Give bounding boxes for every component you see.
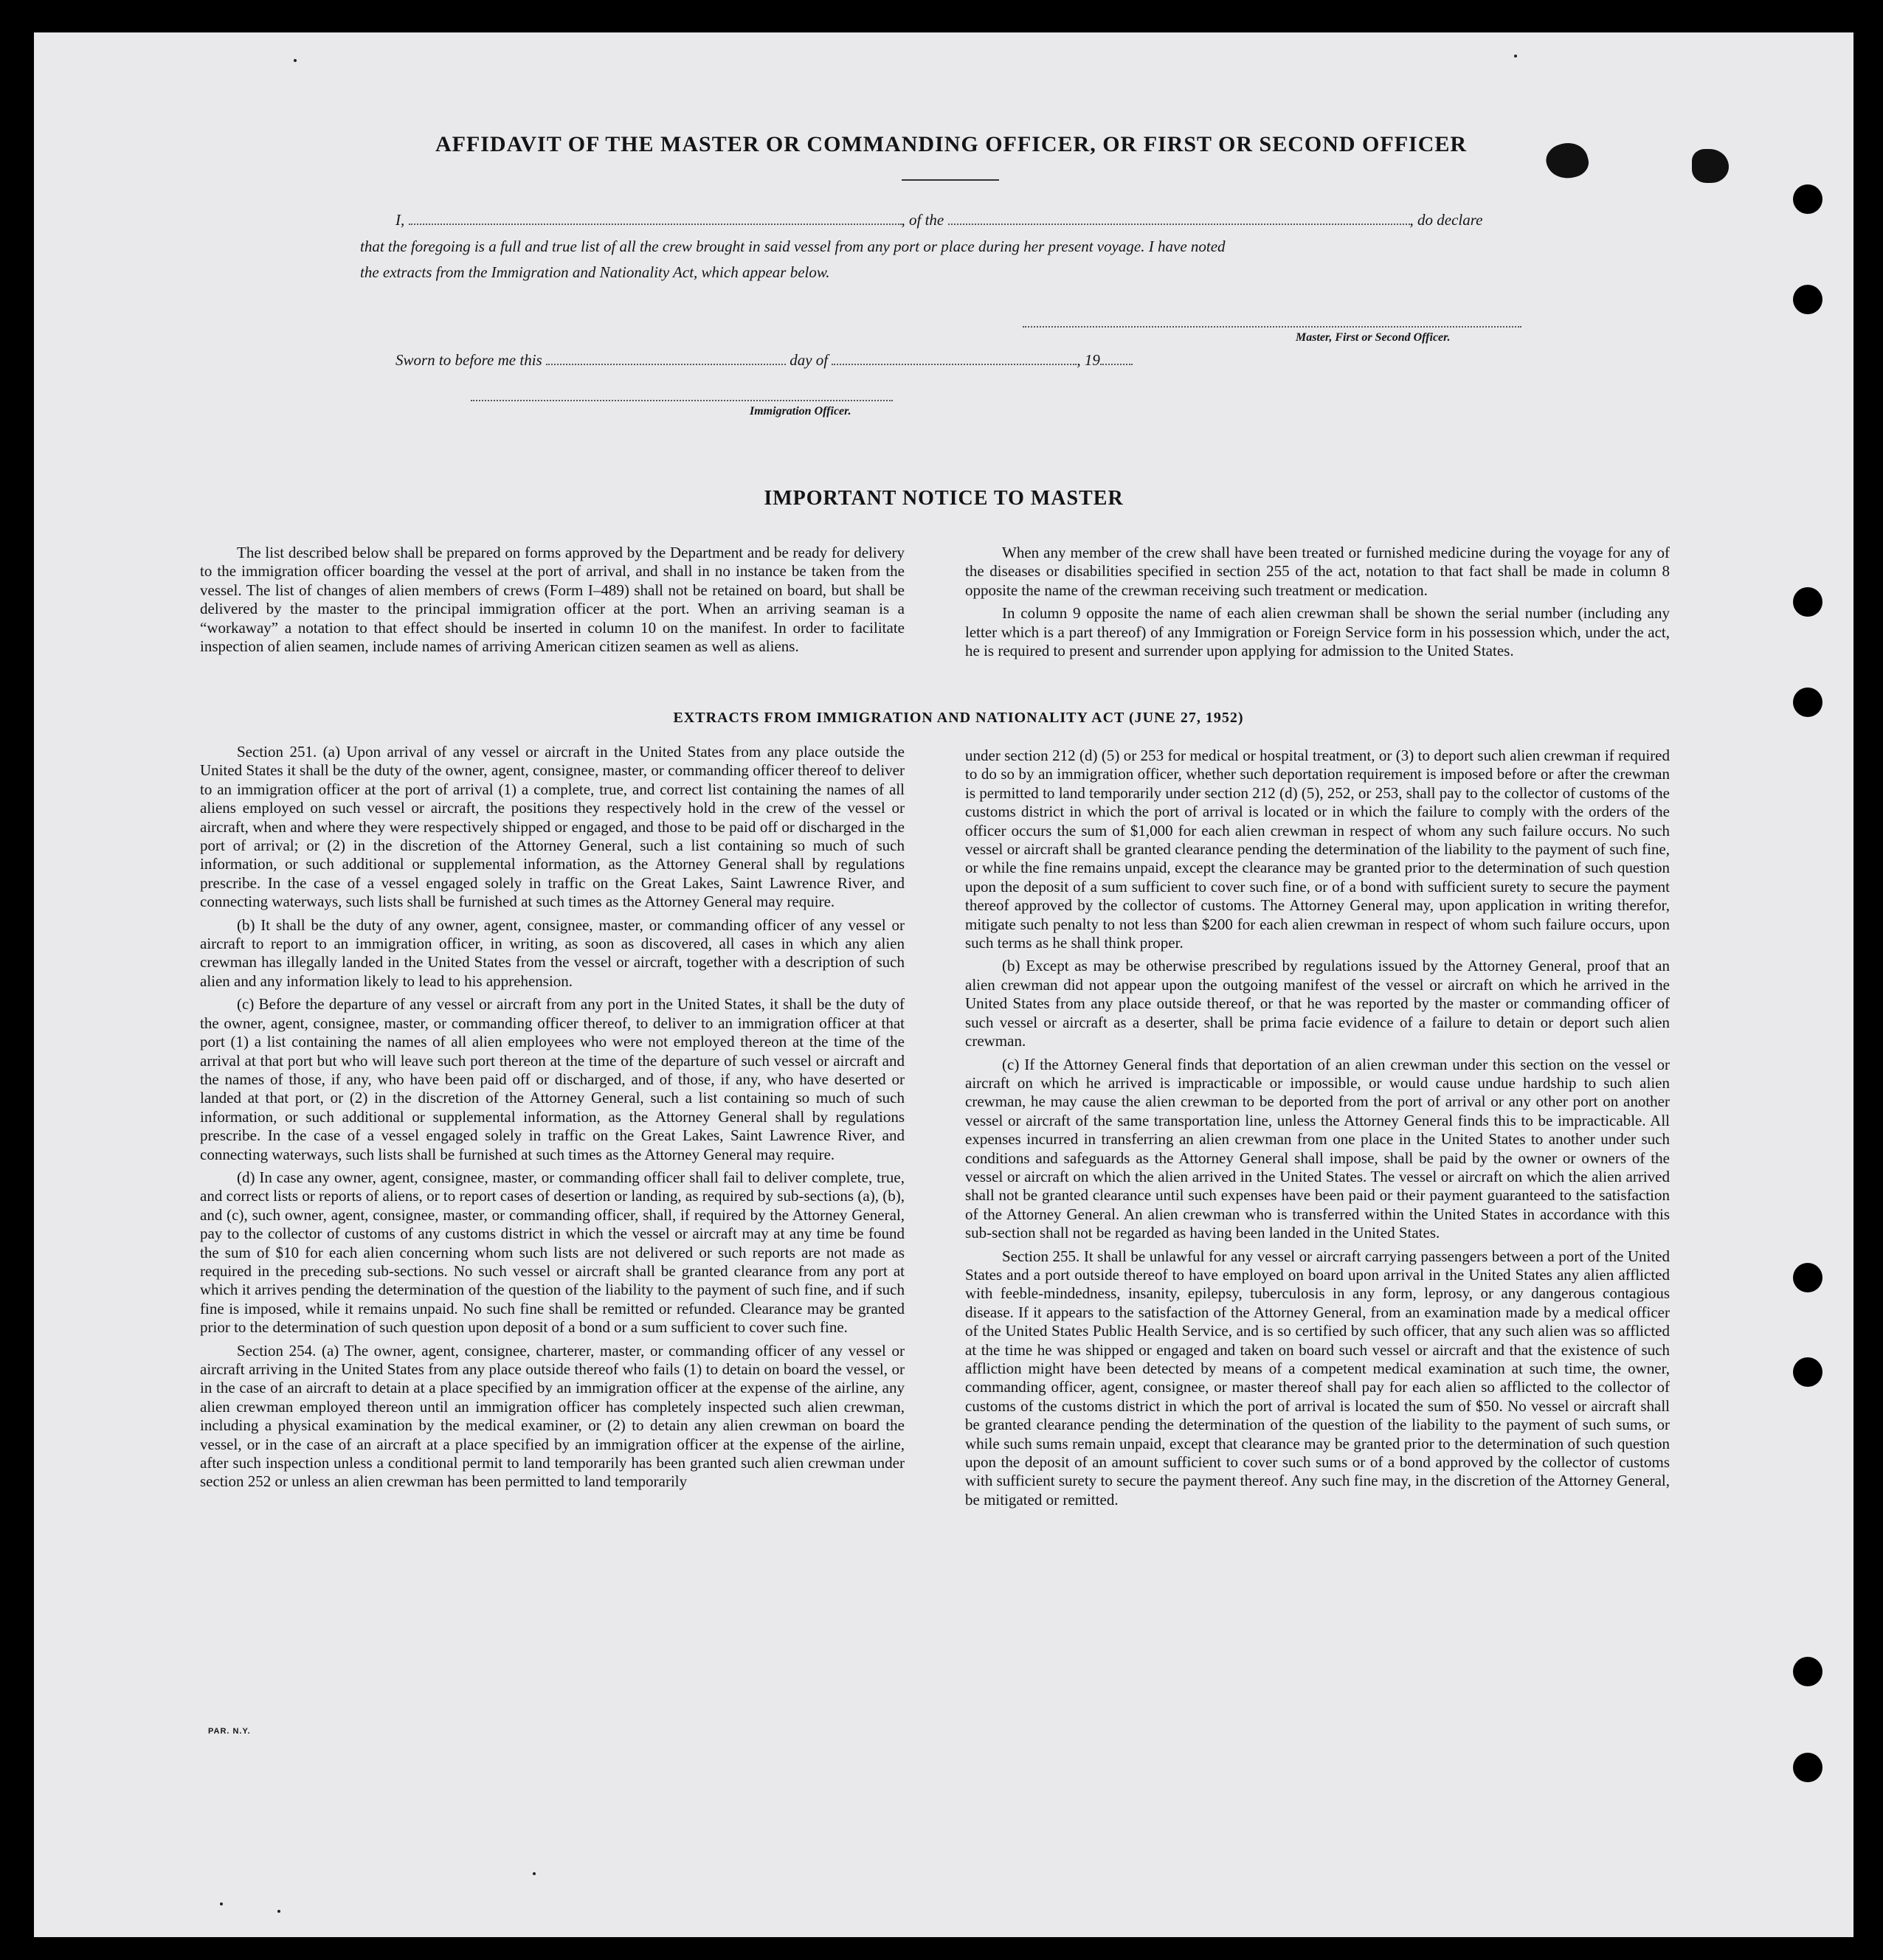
speck xyxy=(277,1910,280,1913)
sworn-line xyxy=(395,351,1133,370)
sworn-prefix: Sworn to before me this xyxy=(395,351,542,369)
printer-mark: PAR. N.Y. xyxy=(208,1727,251,1736)
declarant-prefix: I, xyxy=(395,211,405,229)
sworn-day-label: day of xyxy=(790,351,829,369)
extracts-title: EXTRACTS FROM IMMIGRATION AND NATIONALITY ACT (JUNE 27, 1952) xyxy=(673,710,1244,726)
section-251-d: (d) In case any owner, agent, consignee, master, or commanding officer shall fail to deliver complete, true, and correct lists or reports of aliens, or to report cases of desertion or landing, as required by sub-sections (a), (b), and (c), such owner, agent, consignee, master, or commanding officer, shall, if required by the Attorney General, pay to the collector of customs of any customs district in which the vessel or aircraft may at any time be found the sum of $10 for each alien concerning whom such lists are not delivered or such reports are not made as required in the preceding sub-sections. No such vessel or aircraft shall be granted clearance from any port at which it arrives pending the determination of the question of the liability to the payment of such fine, and if such fine is imposed, while it remains unpaid. No such fine shall be remitted or refunded. Clearance may be granted prior to the determination of such question upon deposit of a bond or a sum sufficient to cover such fine. xyxy=(200,1168,905,1337)
notice-right-paragraph-2: In column 9 opposite the name of each alien crewman shall be shown the serial number (including any letter which is a part thereof) of any Immigration or Foreign Service form in his possession which, under the act, he is required to present and surrender upon applying for admission to the United States. xyxy=(965,604,1670,660)
section-255: Section 255. It shall be unlawful for any vessel or aircraft carrying passengers between a port of the United States and a port outside thereof to have employed on board upon arrival in the United States any alien afflicted with feeble-mindedness, insanity, epilepsy, tuberculosis in any form, leprosy, or any dangerous contagious disease. If it appears to the satisfaction of the Attorney General, from an examination made by a medical officer of the United States Public Health Service, and is so certified by such officer, that any such alien was so afflicted at the time he was shipped or engaged and taken on board such vessel or aircraft and that the existence of such affliction might have been detected by means of a competent medical examination at such time, the owner, commanding officer, agent, consignee, or master thereof shall pay for each alien so afflicted to the collector of customs of the customs district in which the port of arrival is located the sum of $50. No vessel or aircraft shall be granted clearance pending the determination of the question of the liability to the payment of such sums, or while such sums remain unpaid, except that clearance may be granted prior to the determination of such question upon the deposit of an amount sufficient to cover such sums or of a bond approved by the collector of customs with sufficient surety to secure the payment thereof. Any such fine may, in the discretion of the Attorney General, be mitigated or remitted. xyxy=(965,1247,1670,1509)
declarant-name-field[interactable] xyxy=(409,213,902,225)
section-251-a: Section 251. (a) Upon arrival of any vessel or aircraft in the United States from any place outside the United States it shall be the duty of the owner, agent, consignee, master, or commanding officer thereof to deliver to an immigration officer at the port of arrival (1) a complete, true, and correct list containing the names of all aliens employed on such vessel or aircraft, the positions they respectively hold in the crew of the vessel or aircraft, when and where they were respectively shipped or engaged, and those to be paid off or discharged in the port of arrival; or (2) in the discretion of the Attorney General, such a list containing so much of such information, or such additional or supplemental information, as the Attorney General shall by regulations prescribe. In the case of a vessel engaged solely in traffic on the Great Lakes, Saint Lawrence River, and connecting waterways, such lists shall be furnished at such times as the Attorney General may require. xyxy=(200,743,905,911)
declare-suffix: , do declare xyxy=(1409,211,1483,229)
declaration-text-line-2: that the foregoing is a full and true list of all the crew brought in said vessel from any port or place during her present voyage. I have noted xyxy=(360,238,1226,255)
speck xyxy=(1514,55,1517,58)
section-254-a: Section 254. (a) The owner, agent, consignee, charterer, master, or commanding officer of any vessel or aircraft arriving in the United States from any place outside thereof who fails (1) to detain on board the vessel, or in the case of an aircraft to detain at a place specified by an immigration officer at the expense of the airline, any alien crewman employed thereon until an immigration officer has completely inspected such alien crewman, including a physical examination by the medical examiner, or (2) to detain any alien crewman on board the vessel, or in the case of an aircraft at a place specified by an immigration officer at the expense of the airline, after such inspection unless a conditional permit to land temporarily has been granted such alien crewman under section 252 or unless an alien crewman has been permitted to land temporarily xyxy=(200,1341,905,1491)
section-251-c: (c) Before the departure of any vessel or aircraft from any port in the United States, it shall be the duty of the owner, agent, consignee, master, or commanding officer thereof, to deliver to an immigration officer at that port (1) a list containing the names of all alien employees who were not employed thereon at the time of the arrival at that port but who will leave such port thereon at the time of the departure of such vessel or aircraft and the names of those, if any, who have been paid off or discharged, and of those, if any, who have deserted or landed at that port, or (2) in the discretion of the Attorney General, such a list containing so much of such information, or such additional or supplemental information, as the Attorney General shall by regulations prescribe. In the case of a vessel engaged solely in traffic on the Great Lakes, Saint Lawrence River, and connecting waterways, such lists shall be furnished at such times as the Attorney General may require. xyxy=(200,995,905,1163)
master-signature-label: Master, First or Second Officer. xyxy=(1296,331,1451,344)
declaration-line xyxy=(395,211,1482,229)
affidavit-title: AFFIDAVIT OF THE MASTER OR COMMANDING OFFICER, OR FIRST OR SECOND OFFICER xyxy=(435,132,1468,156)
punch-hole xyxy=(1793,1357,1822,1387)
speck xyxy=(533,1872,536,1875)
section-254-c: (c) If the Attorney General finds that deportation of an alien crewman under this section on the vessel or aircraft on which he arrived is impracticable or impossible, or would cause undue hardship to such alien crewman, he may cause the alien crewman to be deported from the port of arrival or any other port on another vessel or aircraft of the same transportation line, unless the Attorney General finds this to be impracticable. All expenses incurred in transferring an alien crewman from one place in the United States to another under such conditions and safeguards as the Attorney General shall impose, shall be paid by the owner or owners of the vessel or aircraft on which the alien arrived in the United States. The vessel or aircraft on which the alien arrived shall not be granted clearance until such expenses have been paid or their payment guaranteed to the satisfaction of the Attorney General. An alien crewman who is transferred within the United States in accordance with this sub-section shall not be regarded as having been landed in the United States. xyxy=(965,1055,1670,1242)
vessel-name-field[interactable] xyxy=(948,213,1410,225)
punch-hole xyxy=(1793,1657,1822,1686)
notice-right-column xyxy=(965,544,1670,660)
sworn-day-field[interactable] xyxy=(546,353,786,365)
section-254-b: (b) Except as may be otherwise prescribed by regulations issued by the Attorney General, proof that an alien crewman did not appear upon the outgoing manifest of the vessel or aircraft on which he arrived in the United States from any place outside thereof, or that he was reported by the master or commanding officer of such vessel or aircraft as a deserter, shall be prima facie evidence of a failure to detain or deport such alien crewman. xyxy=(965,957,1670,1050)
sworn-year-label: , 19 xyxy=(1077,351,1100,369)
notice-left-paragraph: The list described below shall be prepared on forms approved by the Department and be ready for delivery to the immigration officer boarding the vessel at the port of arrival, and shall in no instance be taken from the vessel. The list of changes of alien members of crews (Form I–489) shall not be retained on board, but shall be delivered by the master to the principal immigration officer at the port. When an arriving seaman is a “workaway” a notation to that effect should be inserted in column 10 on the manifest. In order to facilitate inspection of alien seamen, include names of arriving American citizen seamen as well as aliens. xyxy=(200,544,905,656)
notice-right-paragraph-1: When any member of the crew shall have been treated or furnished medicine during the voyage for any of the diseases or disabilities specified in section 255 of the act, notation to that fact shall be made in column 8 opposite the name of the crewman receiving such treatment or medication. xyxy=(965,544,1670,599)
punch-hole xyxy=(1793,1263,1822,1292)
punch-hole xyxy=(1793,1753,1822,1782)
sworn-month-field[interactable] xyxy=(832,353,1077,365)
section-251-b: (b) It shall be the duty of any owner, agent, consignee, master, or commanding officer of any vessel or aircraft to report to an immigration officer, in writing, as soon as discovered, all cases in which any alien crewman has illegally landed in the United States from the vessel or aircraft, together with a description of such alien and any information likely to lead to his apprehension. xyxy=(200,915,905,990)
speck xyxy=(220,1902,223,1905)
speck xyxy=(294,59,297,62)
punch-hole xyxy=(1793,184,1822,214)
immigration-officer-signature-field[interactable] xyxy=(471,400,893,401)
punch-hole xyxy=(1793,688,1822,717)
punch-hole xyxy=(1793,285,1822,314)
extracts-left-column xyxy=(200,743,905,1492)
declaration-text-line-3: the extracts from the Immigration and Nationality Act, which appear below. xyxy=(360,263,830,281)
notice-left-column xyxy=(200,544,905,656)
sworn-year-field[interactable] xyxy=(1100,353,1133,365)
punch-hole xyxy=(1793,587,1822,617)
master-signature-field[interactable] xyxy=(1023,326,1521,328)
ink-blot xyxy=(1692,149,1729,183)
document-page xyxy=(34,32,1853,1937)
extracts-right-column xyxy=(965,747,1670,1509)
vessel-prefix: , of the xyxy=(901,211,944,229)
notice-title: IMPORTANT NOTICE TO MASTER xyxy=(764,487,1124,510)
immigration-officer-label: Immigration Officer. xyxy=(750,405,851,418)
title-divider xyxy=(902,179,999,181)
section-254-a-continued: under section 212 (d) (5) or 253 for medical or hospital treatment, or (3) to deport such alien crewman if required to do so by an immigration officer, whether such deportation requirement is imposed before or after the crewman is permitted to land temporarily under section 212 (d) (5), 252, or 253, shall pay to the collector of customs of the customs district in which the port of arrival is located or in which the failure to comply with the orders of the officer occurs the sum of $1,000 for each alien crewman in respect of whom any such failure occurs. No such vessel or aircraft shall be granted clearance pending the determination of the liability to the payment of such fine, or while the fine remains unpaid, except the clearance may be granted prior to the determination of such question upon the deposit of a sum sufficient to cover such fine, or of a bond with sufficient surety to secure the payment thereof approved by the collector of customs. The Attorney General may, upon application in writing therefor, mitigate such penalty to not less than $200 for each alien crewman in respect of whom such failure occurs, upon such terms as he shall think proper. xyxy=(965,747,1670,952)
